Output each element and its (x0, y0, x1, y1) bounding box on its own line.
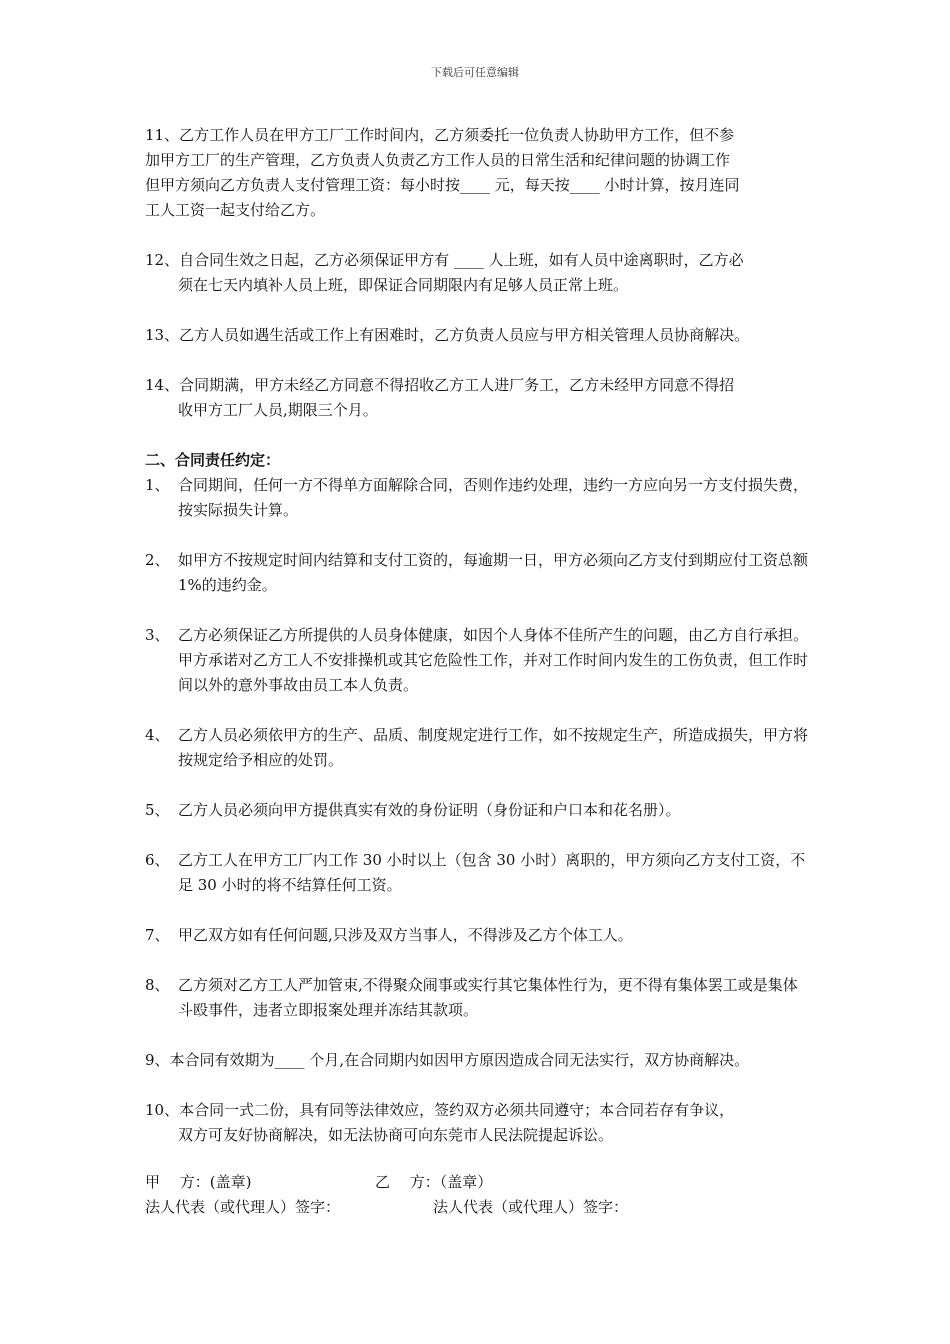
clause-9 (145, 1048, 810, 1073)
item-number: 6、 (145, 851, 170, 869)
list-item (145, 973, 810, 1023)
page-header: 下载后可任意编辑 (431, 66, 519, 79)
item-number: 7、 (145, 926, 170, 944)
item-number: 5、 (145, 801, 170, 819)
clause-12 (145, 248, 810, 298)
clause-line: 双方可友好协商解决，如无法协商可向东莞市人民法院提起诉讼。 (178, 1126, 614, 1144)
item-number: 4、 (145, 726, 170, 744)
list-item (145, 723, 810, 773)
clause-line: 14、合同期满，甲方未经乙方同意不得招收乙方工人进厂务工，乙方未经甲方同意不得招 (145, 376, 735, 394)
party-a-representative: 法人代表（或代理人）签字： (145, 1198, 341, 1216)
clause-14 (145, 373, 810, 423)
item-text: 乙方人员必须向甲方提供真实有效的身份证明（身份证和户口本和花名册）。 (178, 801, 681, 819)
item-text: 乙方必须保证乙方所提供的人员身体健康，如因个人身体不佳所产生的问题，由乙方自行承担。甲方承诺对乙方工人不安排操机或其它危险性工作，并对工作时间内发生的工伤负责，但工作时间以外的意外事故由员工本人负责。 (178, 626, 809, 694)
item-number: 2、 (145, 551, 170, 569)
list-item (145, 848, 810, 898)
section-title: 二、合同责任约定： (145, 451, 281, 469)
clause-line: 12、自合同生效之日起，乙方必须保证甲方有 ____ 人上班，如有人员中途离职时，乙方必 (145, 251, 744, 269)
party-a-seal: 甲 方：(盖章) (145, 1173, 252, 1191)
item-text: 如甲方不按规定时间内结算和支付工资的，每逾期一日，甲方必须向乙方支付到期应付工资总额 1%的违约金。 (178, 551, 809, 594)
list-item (145, 623, 810, 698)
item-text: 乙方人员必须依甲方的生产、品质、制度规定进行工作，如不按规定生产，所造成损失，甲方将按规定给予相应的处罚。 (178, 726, 809, 769)
item-text: 合同期间，任何一方不得单方面解除合同，否则作违约处理，违约一方应向另一方支付损失费，按实际损失计算。 (178, 476, 809, 519)
clause-line: 须在七天内填补人员上班，即保证合同期限内有足够人员正常上班。 (178, 276, 629, 294)
clause-line: 加甲方工厂的生产管理，乙方负责人负责乙方工作人员的日常生活和纪律问题的协调工作 (145, 151, 731, 169)
clause-11 (145, 123, 810, 223)
party-b-seal: 乙 方：（盖章） (375, 1173, 493, 1191)
clause-line: 13、乙方人员如遇生活或工作上有困难时，乙方负责人员应与甲方相关管理人员协商解决。 (145, 326, 750, 344)
item-text: 乙方工人在甲方工厂内工作 30 小时以上（包含 30 小时）离职的，甲方须向乙方支付工资，不足 30 小时的将不结算任何工资。 (178, 851, 806, 894)
clause-10 (145, 1098, 810, 1148)
clause-line: 工人工资一起支付给乙方。 (145, 201, 326, 219)
item-text: 乙方须对乙方工人严加管束,不得聚众闹事或实行其它集体性行为，更不得有集体罢工或是集体斗殴事件，违者立即报案处理并冻结其款项。 (178, 976, 798, 1019)
list-item (145, 923, 810, 948)
clause-line: 收甲方工厂人员,期限三个月。 (178, 401, 378, 419)
clause-line: 10、本合同一式二份，具有同等法律效应，签约双方必须共同遵守；本合同若存有争议， (145, 1101, 735, 1119)
list-item (145, 798, 810, 823)
party-b-representative: 法人代表（或代理人）签字： (433, 1198, 629, 1216)
clause-line: 11、乙方工作人员在甲方工厂工作时间内，乙方须委托一位负责人协助甲方工作，但不参 (145, 126, 735, 144)
clause-line: 9、本合同有效期为____ 个月,在合同期内如因甲方原因造成合同无法实行，双方协商解决。 (145, 1051, 750, 1069)
clause-line: 但甲方须向乙方负责人支付管理工资：每小时按____ 元，每天按____ 小时计算，按月连同 (145, 176, 740, 194)
item-text: 甲乙双方如有任何问题,只涉及双方当事人，不得涉及乙方个体工人。 (178, 926, 633, 944)
item-number: 8、 (145, 976, 170, 994)
item-number: 3、 (145, 626, 170, 644)
list-item (145, 473, 810, 523)
item-number: 1、 (145, 476, 170, 494)
clause-13 (145, 323, 810, 348)
list-item (145, 548, 810, 598)
